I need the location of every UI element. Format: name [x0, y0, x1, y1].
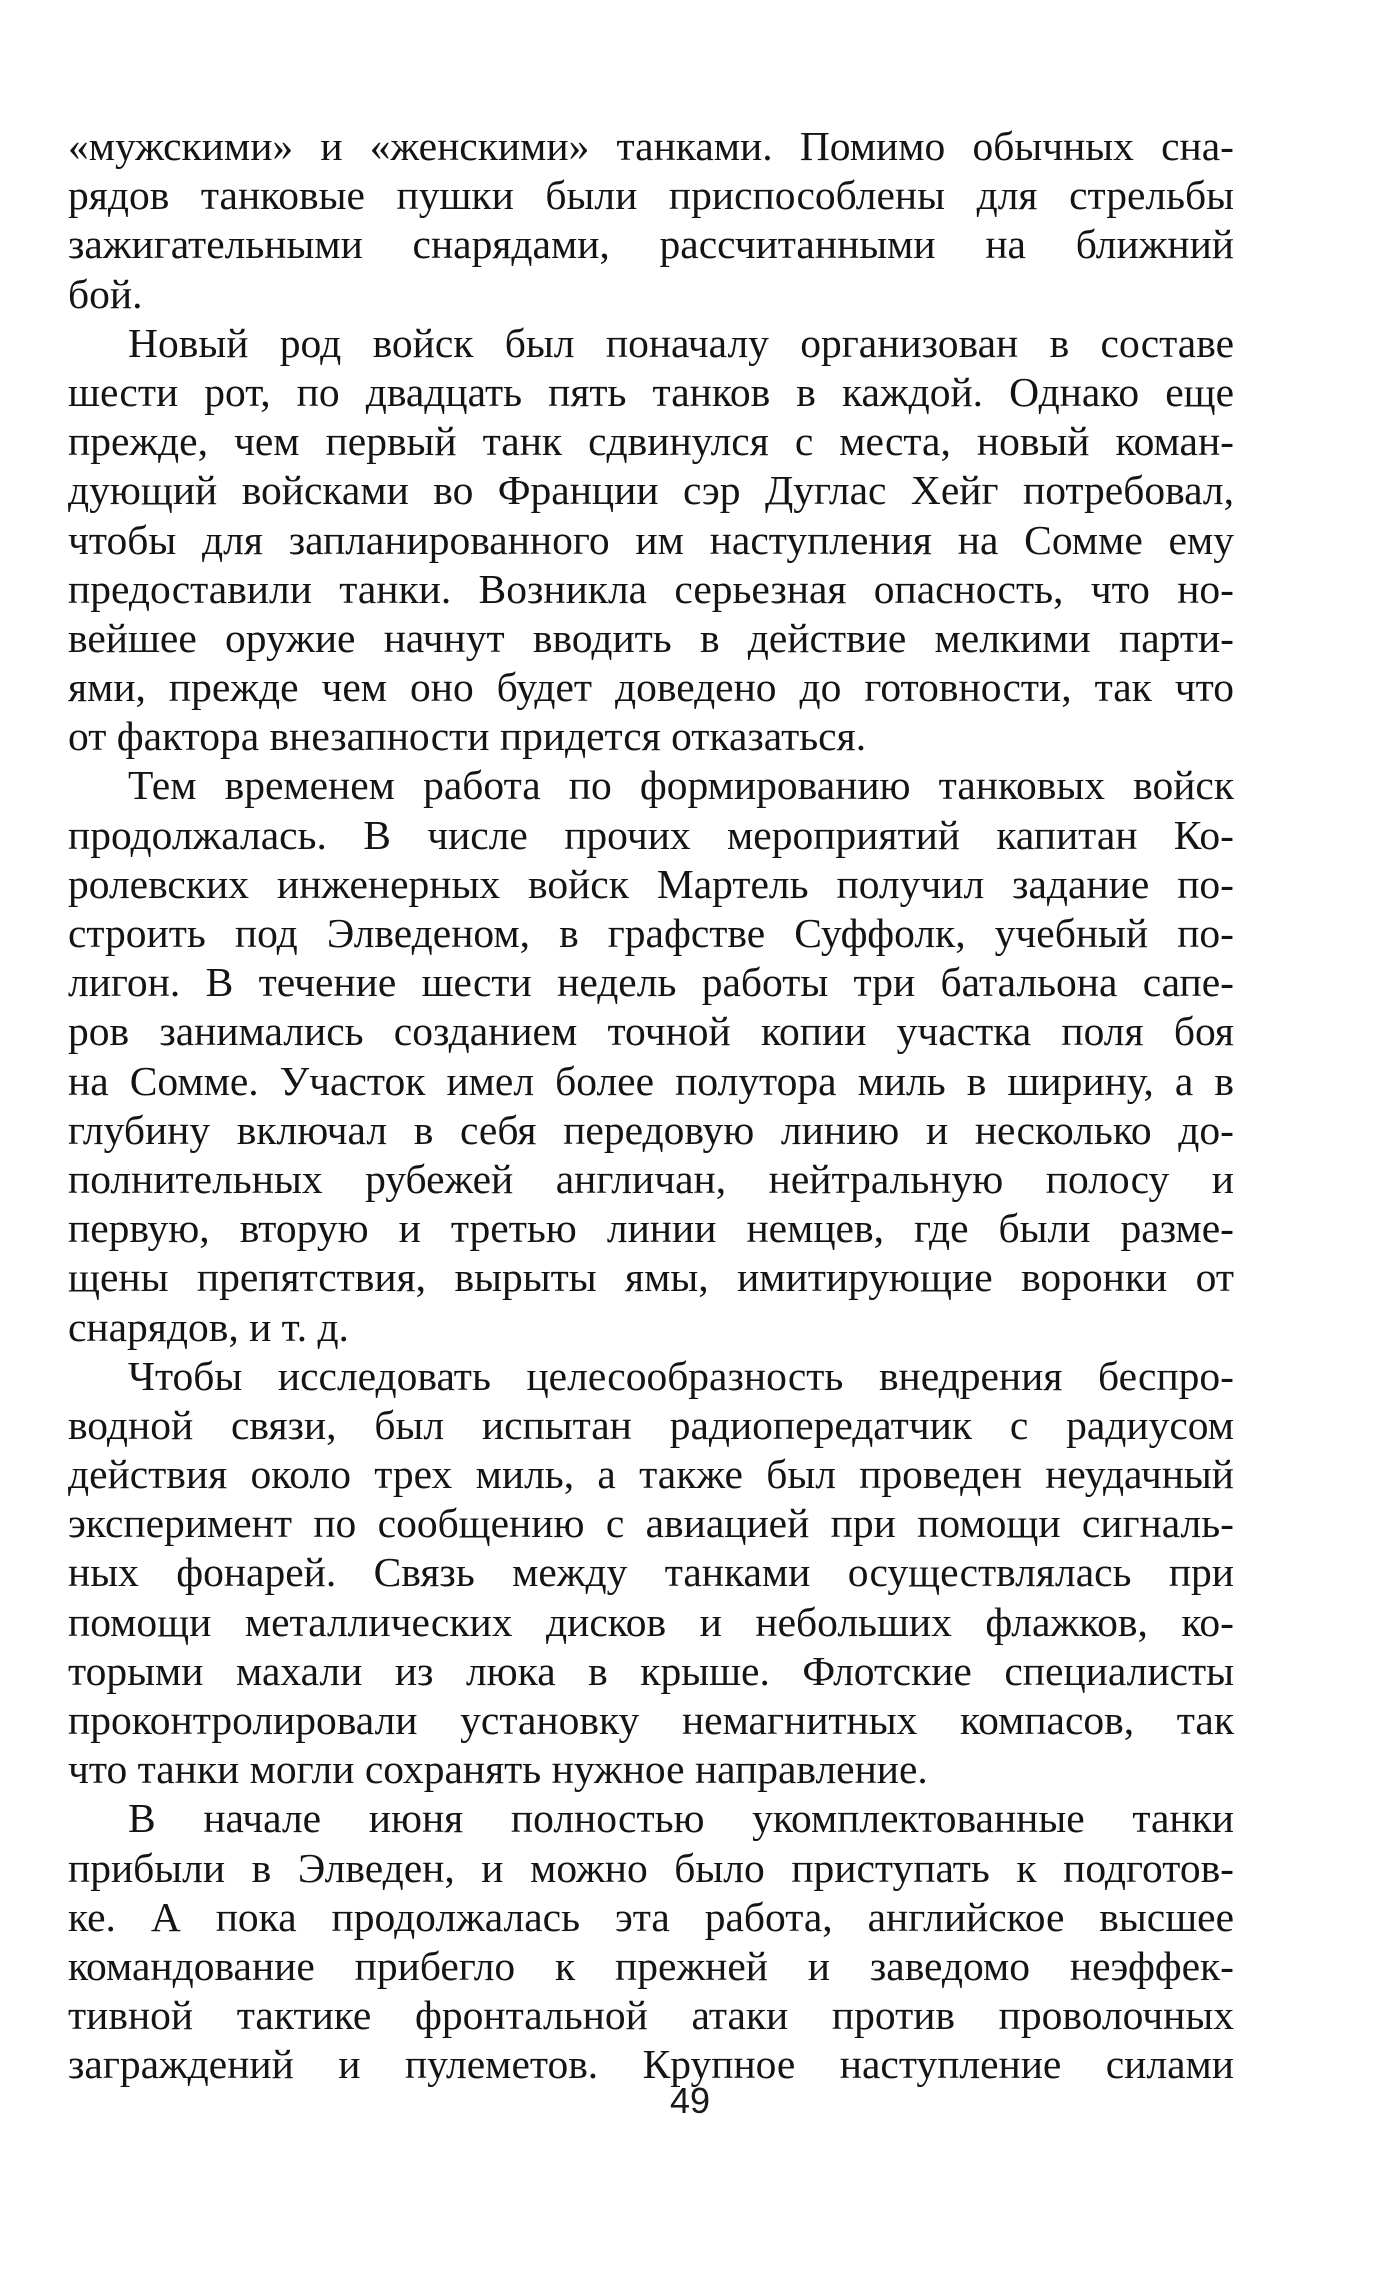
body-text — [68, 122, 1234, 2090]
text-line: торыми махали из люка в крыше. Флотские специалисты — [68, 1647, 1234, 1694]
text-line: строить под Элведеном, в графстве Суффолк, учебный по- — [68, 910, 1234, 956]
text-line: вейшее оружие начнут вводить в действие мелкими парти- — [68, 614, 1234, 661]
text-line: глубину включал в себя передовую линию и несколько до- — [68, 1106, 1234, 1153]
text-line: первую, вторую и третью линии немцев, где были разме- — [68, 1205, 1234, 1252]
text-line: действия около трех миль, а также был проведен неудачный — [68, 1451, 1234, 1498]
text-line: Чтобы исследовать целесообразность внедрения беспро- — [128, 1352, 1234, 1399]
text-line: помощи металлических дисков и небольших флажков, ко- — [68, 1598, 1234, 1645]
text-line: прибыли в Элведен, и можно было приступать к подготов- — [68, 1844, 1234, 1891]
text-line: рядов танковые пушки были приспособлены для стрельбы — [68, 172, 1234, 219]
paragraph — [68, 1352, 1234, 1795]
text-line: полнительных рубежей англичан, нейтральную полосу и — [68, 1155, 1234, 1202]
text-line: заграждений и пулеметов. Крупное наступление силами — [68, 2041, 1234, 2088]
text-line: ных фонарей. Связь между танками осуществлялась при — [68, 1549, 1234, 1596]
text-line: дующий войсками во Франции сэр Дуглас Хейг потребовал, — [68, 467, 1234, 514]
page-number: 49 — [669, 2080, 711, 2121]
text-line: Тем временем работа по формированию танковых войск — [128, 762, 1234, 809]
paragraph — [68, 122, 1234, 319]
text-line: чтобы для запланированного им наступления на Сомме ему — [68, 516, 1234, 563]
text-line: эксперимент по сообщению с авиацией при помощи сигналь- — [68, 1500, 1234, 1547]
text-line: предоставили танки. Возникла серьезная опасность, что но- — [68, 565, 1234, 612]
text-line: прежде, чем первый танк сдвинулся с места, новый коман- — [68, 418, 1234, 465]
text-line: шести рот, по двадцать пять танков в каждой. Однако еще — [68, 368, 1234, 415]
text-line: лигон. В течение шести недель работы три батальона сапе- — [68, 959, 1234, 1006]
text-line: ролевских инженерных войск Мартель получил задание по- — [68, 860, 1234, 907]
text-line: проконтролировали установку немагнитных компасов, так — [68, 1697, 1234, 1743]
text-line: тивной тактике фронтальной атаки против проволочных — [68, 1992, 1234, 2039]
text-line: на Сомме. Участок имел более полутора миль в ширину, а в — [68, 1057, 1234, 1104]
text-line: «мужскими» и «женскими» танками. Помимо обычных сна- — [68, 123, 1234, 169]
text-line: командование прибегло к прежней и заведомо неэффек- — [68, 1942, 1234, 1989]
text-line: от фактора внезапности придется отказаться. — [68, 713, 867, 760]
text-line: продолжалась. В числе прочих мероприятий капитан Ко- — [68, 811, 1234, 858]
paragraph — [68, 761, 1234, 1351]
text-line: что танки могли сохранять нужное направление. — [68, 1746, 928, 1793]
text-line: В начале июня полностью укомплектованные танки — [128, 1795, 1234, 1842]
text-line: ями, прежде чем оно будет доведено до готовности, так что — [68, 664, 1234, 711]
text-line: зажигательными снарядами, рассчитанными на ближний — [68, 221, 1234, 268]
text-line: снарядов, и т. д. — [68, 1303, 349, 1350]
text-line: ров занимались созданием точной копии участка поля боя — [68, 1008, 1234, 1055]
paragraph — [68, 1794, 1234, 2089]
text-line: щены препятствия, вырыты ямы, имитирующие воронки от — [68, 1254, 1234, 1301]
text-line: водной связи, был испытан радиопередатчик с радиусом — [68, 1401, 1234, 1448]
text-line: Новый род войск был поначалу организован в составе — [128, 319, 1234, 366]
paragraph — [68, 319, 1234, 762]
text-line: бой. — [68, 270, 143, 317]
text-line: ке. А пока продолжалась эта работа, английское высшее — [68, 1893, 1234, 1940]
